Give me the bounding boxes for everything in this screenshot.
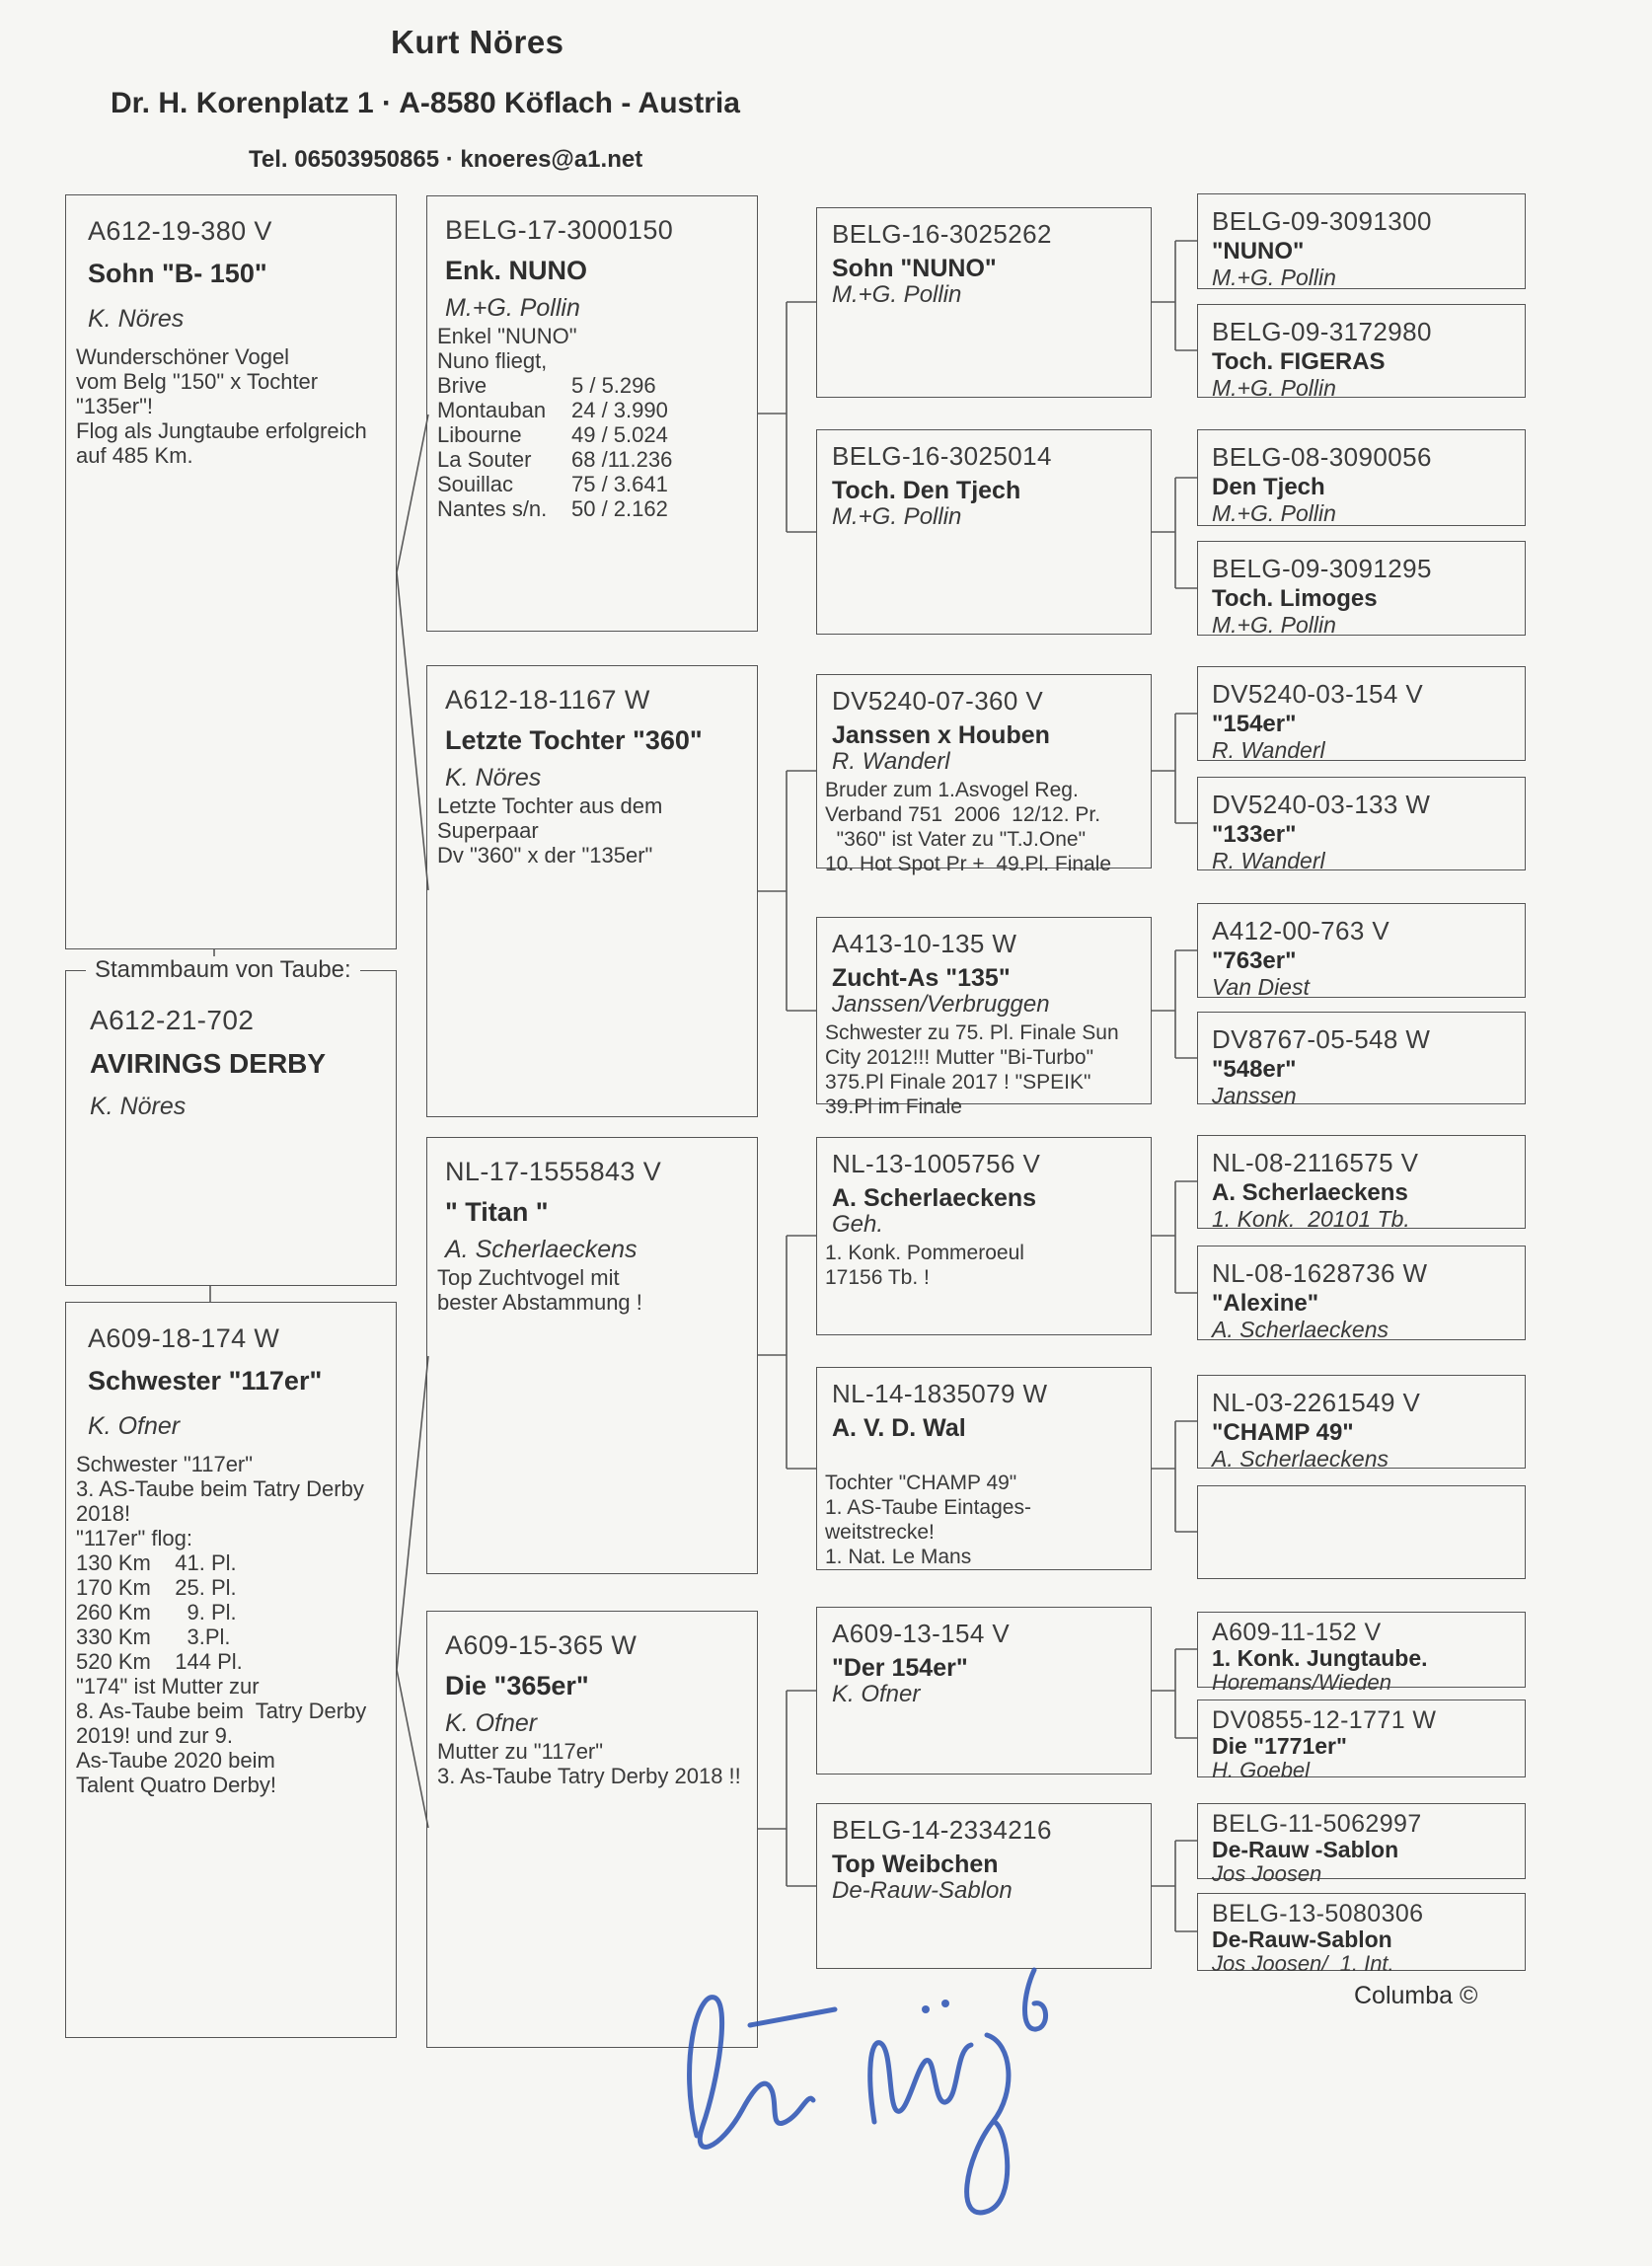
box-gen3-5 [816,1137,1152,1335]
box-gen4-3 [1197,429,1526,526]
pigeon-name: De-Rauw-Sablon [1212,1926,1392,1952]
text-line: 2018! [76,1501,131,1526]
pigeon-name: Die "1771er" [1212,1733,1347,1759]
pigeon-name: Top Weibchen [832,1851,999,1878]
breeder-label: Jos Joosen [1212,1861,1322,1886]
race-result: 50 / 2.162 [571,496,668,521]
ring-number: BELG-09-3172980 [1212,317,1432,346]
text-line: 375.Pl Finale 2017 ! "SPEIK" [825,1071,1091,1094]
breeder-label: Jos Joosen/ 1. Int. [1212,1951,1394,1976]
text-line: vom Belg "150" x Tochter [76,369,319,394]
pigeon-name: 1. Konk. Jungtaube. [1212,1645,1428,1671]
pigeon-name: "NUNO" [1212,238,1305,264]
breeder-label: R. Wanderl [1212,737,1325,763]
notes [76,344,388,468]
ring-number: NL-03-2261549 V [1212,1388,1421,1417]
pigeon-name: Sohn "B- 150" [88,259,267,288]
ring-number: A412-00-763 V [1212,916,1390,945]
ring-number: DV5240-03-133 W [1212,790,1431,819]
race-results [437,373,751,521]
race-result: 75 / 3.641 [571,472,668,496]
race-row [437,447,751,472]
breeder-label: M.+G. Pollin [1212,500,1336,526]
pigeon-name: "154er" [1212,711,1297,737]
text-line: auf 485 Km. [76,443,193,468]
ring-number: A612-21-702 [90,1005,255,1035]
notes [825,1471,1146,1569]
breeder-label: M.+G. Pollin [445,294,580,322]
text-line: Bruder zum 1.Asvogel Reg. [825,779,1079,801]
text-line: As-Taube 2020 beim [76,1748,275,1773]
text-line: 17156 Tb. ! [825,1266,930,1289]
pigeon-name: Toch. FIGERAS [1212,348,1386,375]
text-line: Nuno fliegt, [437,348,548,373]
breeder-label: Horemans/Wieden [1212,1670,1391,1695]
text-line: 260 Km 9. Pl. [76,1600,237,1624]
box-gen4-12-empty [1197,1485,1526,1579]
text-line: Verband 751 2006 12/12. Pr. [825,803,1101,826]
breeder-label: R. Wanderl [1212,848,1325,873]
ring-number: DV5240-03-154 V [1212,679,1424,709]
ring-number: DV0855-12-1771 W [1212,1706,1437,1734]
text-line: Talent Quatro Derby! [76,1773,276,1797]
notes [437,1739,751,1788]
ring-number: A609-11-152 V [1212,1619,1382,1646]
text-line: City 2012!!! Mutter "Bi-Turbo" [825,1046,1094,1069]
breeder-address: Dr. H. Korenplatz 1 · A-8580 Köflach - Austria [111,87,740,119]
breeder-label: K. Nöres [90,1093,187,1120]
box-gen4-1 [1197,193,1526,289]
box-subject [65,956,397,1286]
ring-number: DV8767-05-548 W [1212,1024,1431,1054]
box-gen4-11 [1197,1375,1526,1472]
text-line: 10. Hot Spot Pr + 49.Pl. Finale [825,853,1112,875]
ring-number: BELG-16-3025014 [832,441,1052,471]
breeder-label: A. Scherlaeckens [1212,1446,1389,1472]
text-line: Dv "360" x der "135er" [437,843,653,868]
pigeon-name: "548er" [1212,1056,1297,1083]
text-line: 130 Km 41. Pl. [76,1550,237,1575]
pigeon-name: Den Tjech [1212,474,1325,500]
race-row [437,422,751,447]
text-line: 2019! und zur 9. [76,1723,234,1748]
breeder-label: M.+G. Pollin [832,503,962,530]
text-line: "135er"! [76,394,153,418]
text-line: Flog als Jungtaube erfolgreich [76,418,367,443]
ring-number: BELG-14-2334216 [832,1815,1052,1845]
box-gen3-8 [816,1803,1152,1969]
text-line: "117er" flog: [76,1526,192,1550]
notes [76,1452,388,1797]
pigeon-name: "Der 154er" [832,1654,968,1682]
text-line: weitstrecke! [825,1521,935,1544]
race-name: Libourne [437,422,522,447]
ring-number: BELG-13-5080306 [1212,1900,1424,1927]
box-gen4-10 [1197,1246,1526,1340]
race-result: 68 /11.236 [571,447,673,472]
ring-number: BELG-17-3000150 [445,215,674,245]
text-line: bester Abstammung ! [437,1290,642,1315]
ring-number: NL-08-1628736 W [1212,1258,1428,1288]
pigeon-name: Letzte Tochter "360" [445,725,703,755]
ring-number: BELG-08-3090056 [1212,442,1432,472]
box-gen2-2 [426,665,758,1117]
pigeon-name: A. Scherlaeckens [832,1184,1037,1212]
ring-number: NL-08-2116575 V [1212,1148,1419,1177]
text-line: Wunderschöner Vogel [76,344,290,369]
ring-number: BELG-16-3025262 [832,219,1052,249]
box-gen4-8 [1197,1012,1526,1108]
box-gen4-15 [1197,1803,1526,1886]
text-line: 1. Nat. Le Mans [825,1546,972,1568]
ring-number: NL-14-1835079 W [832,1379,1048,1408]
pigeon-name: "Alexine" [1212,1290,1319,1317]
race-result: 49 / 5.024 [571,422,668,447]
race-name: Nantes s/n. [437,496,548,521]
breeder-label: 1. Konk. 20101 Tb. [1212,1206,1410,1232]
text-line: Schwester "117er" [76,1452,254,1476]
pigeon-name: Janssen x Houben [832,721,1050,749]
text-line: 3. As-Taube Tatry Derby 2018 !! [437,1764,741,1788]
box-gen4-13 [1197,1612,1526,1695]
box-gen3-2 [816,429,1152,635]
box-gen2-3 [426,1137,758,1574]
software-brand: Columba © [1354,1982,1478,2009]
text-line: 330 Km 3.Pl. [76,1624,231,1649]
pigeon-name: "763er" [1212,947,1297,974]
box-gen4-4 [1197,541,1526,636]
breeder-label: De-Rauw-Sablon [832,1877,1013,1904]
notes [825,1241,1146,1290]
notes [825,1020,1146,1119]
pigeon-name: Toch. Den Tjech [832,477,1021,504]
ring-number: BELG-11-5062997 [1212,1810,1422,1838]
race-result: 24 / 3.990 [571,398,668,422]
breeder-label: M.+G. Pollin [1212,375,1336,401]
pigeon-name: Zucht-As "135" [832,964,1011,992]
breeder-label: K. Ofner [832,1681,921,1707]
box-gen4-14 [1197,1700,1526,1782]
pedigree-label: Stammbaum von Taube: [86,956,360,984]
breeder-label [832,1442,1146,1468]
box-gen3-1 [816,207,1152,398]
ring-number: A413-10-135 W [832,929,1017,958]
box-gen3-3 [816,674,1152,875]
text-line: 39.Pl im Finale [825,1095,962,1118]
breeder-label: Janssen [1212,1083,1297,1108]
text-line: Top Zuchtvogel mit [437,1265,620,1290]
notes [437,1265,751,1315]
breeder-label: K. Nöres [88,305,185,333]
box-gen3-6 [816,1367,1152,1570]
pigeon-name: "CHAMP 49" [1212,1419,1354,1446]
text-line: 3. AS-Taube beim Tatry Derby [76,1476,364,1501]
pigeon-name: De-Rauw -Sablon [1212,1837,1399,1862]
race-name: Brive [437,373,488,398]
ring-number: DV5240-07-360 V [832,686,1044,716]
pigeon-name: "133er" [1212,821,1297,848]
pigeon-name: " Titan " [445,1197,549,1227]
pigeon-name: A. V. D. Wal [832,1414,966,1442]
box-gen2-1 [426,195,758,632]
text-line: 170 Km 25. Pl. [76,1575,237,1600]
text-line: 520 Km 144 Pl. [76,1649,243,1674]
breeder-label: K. Nöres [445,764,542,792]
text-line: Schwester zu 75. Pl. Finale Sun [825,1021,1119,1044]
box-gen4-5 [1197,666,1526,761]
ring-number: A609-18-174 W [88,1323,280,1353]
box-gen2-4 [426,1611,758,2048]
ring-number: BELG-09-3091300 [1212,206,1432,236]
pigeon-name: AVIRINGS DERBY [90,1048,327,1079]
pigeon-name: Die "365er" [445,1671,589,1700]
pigeon-name: Sohn "NUNO" [832,255,997,282]
box-gen4-9 [1197,1135,1526,1232]
pigeon-name: A. Scherlaeckens [1212,1179,1408,1206]
ring-number: A609-15-365 W [445,1630,638,1660]
breeder-label: M.+G. Pollin [1212,612,1336,638]
text-line: Superpaar [437,818,539,843]
box-gen3-7 [816,1607,1152,1775]
race-row [437,472,751,496]
race-name: La Souter [437,447,532,472]
race-row [437,496,751,521]
breeder-name: Kurt Nöres [391,24,564,60]
box-mother [65,1302,397,2038]
race-row [437,398,751,422]
text-line: Letzte Tochter aus dem [437,793,663,818]
ring-number: BELG-09-3091295 [1212,554,1432,583]
breeder-label: M.+G. Pollin [832,281,962,308]
notes [437,793,751,868]
breeder-contact: Tel. 06503950865 · knoeres@a1.net [249,146,643,173]
race-result: 5 / 5.296 [571,373,656,398]
pigeon-name: Enk. NUNO [445,256,588,285]
box-gen4-7 [1197,903,1526,998]
breeder-label: K. Ofner [88,1412,181,1440]
ring-number: A609-13-154 V [832,1619,1011,1648]
breeder-label: K. Ofner [445,1709,538,1737]
breeder-label: Geh. [832,1211,884,1238]
breeder-label: M.+G. Pollin [1212,264,1336,290]
ring-number: NL-17-1555843 V [445,1157,662,1186]
text-line: Mutter zu "117er" [437,1739,604,1764]
breeder-label: R. Wanderl [832,748,950,775]
text-line: Tochter "CHAMP 49" [825,1472,1017,1494]
race-name: Montauban [437,398,547,422]
race-name: Souillac [437,472,514,496]
race-row [437,373,751,398]
text-line: Enkel "NUNO" [437,324,577,348]
box-father [65,194,397,949]
text-line: "360" ist Vater zu "T.J.One" [825,828,1087,851]
breeder-label: H. Goebel [1212,1758,1311,1782]
box-gen4-6 [1197,777,1526,873]
text-line: 1. AS-Taube Eintages- [825,1496,1031,1519]
box-gen3-4 [816,917,1152,1118]
box-gen4-16 [1197,1893,1526,1976]
pigeon-name: Schwester "117er" [88,1366,323,1396]
box-gen4-2 [1197,304,1526,401]
notes [825,778,1146,876]
pigeon-name: Toch. Limoges [1212,585,1378,612]
ring-number: A612-19-380 V [88,216,272,246]
breeder-label: A. Scherlaeckens [1212,1317,1389,1342]
text-line: 1. Konk. Pommeroeul [825,1242,1024,1264]
text-line: 8. As-Taube beim Tatry Derby [76,1699,367,1723]
ring-number: NL-13-1005756 V [832,1149,1041,1178]
text-line: "174" ist Mutter zur [76,1674,260,1699]
breeder-label: Janssen/Verbruggen [832,991,1050,1018]
notes [437,324,751,373]
ring-number: A612-18-1167 W [445,685,650,715]
breeder-label: Van Diest [1212,974,1310,1000]
breeder-label: A. Scherlaeckens [445,1236,638,1263]
